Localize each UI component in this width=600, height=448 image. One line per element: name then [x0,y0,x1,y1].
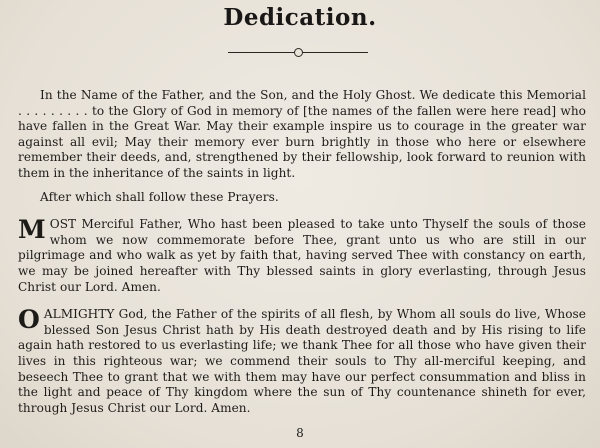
rule-ornament-circle [294,48,303,57]
second-prayer [18,307,586,416]
page-number: 8 [296,426,304,440]
rubric-paragraph: After which shall follow these Prayers. [40,189,279,204]
second-prayer-text: ALMIGHTY God, the Father of the spirits of all flesh, by Whom all souls do live, Whose blessed Son Jesus Christ hath by His death destroyed death and by His rising to life again hath restored to us everlasting life; we thank Thee for all those who have given their lives in this righteous war; we commend their souls to Thy all-merciful keeping, and beseech Thee to grant that we with them may have our perfect consummation and bliss in the light and peace of Thy kingdom where the sun of Thy countenance shineth for ever, through Jesus Christ our Lord. Amen. [18,307,586,415]
drop-cap-m: M [18,215,46,245]
page-title: Dedication. [223,4,377,31]
first-prayer-text: OST Merciful Father, Who hast been pleased to take unto Thyself the souls of those whom we now commemorate before Thee, grant unto us who are still in our pilgrimage and who walk as yet by faith that, having served Thee with constancy on earth, we may be joined hereafter with Thy blessed saints in glory everlasting, through Jesus Christ our Lord. Amen. [18,217,586,294]
drop-cap-o: O [18,305,40,335]
text-body [18,88,586,416]
first-prayer [18,217,586,295]
dedication-paragraph: In the Name of the Father, and the Son, and the Holy Ghost. We dedicate this Memorial . . . . . . . . . to the Glory of God in memory of [the names of the fallen were here read] who have fallen in the Great War. May their example inspire us to courage in the greater war against all evil; May their memory ever burn brightly in those who here or elsewhere remember their deeds, and, strengthened by their fellowship, look forward to reunion with them in the inheritance of the saints in light. [18,88,586,180]
